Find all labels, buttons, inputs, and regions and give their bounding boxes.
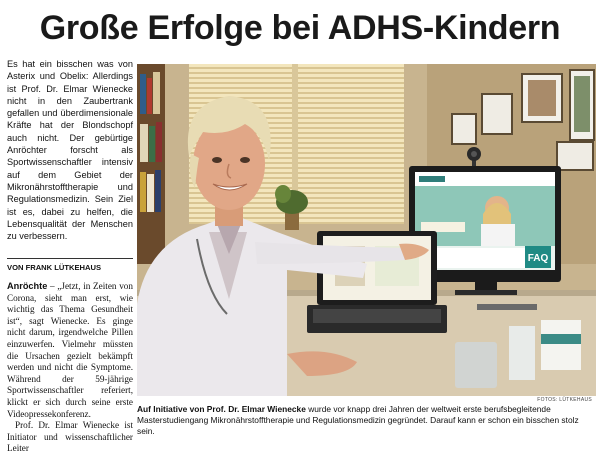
- photo-caption: [137, 404, 596, 437]
- intro-paragraph: Es hat ein bisschen was von Asterix und Obelix: Allerdings ist Prof. Dr. Elmar Wienecke nicht in den Zaubertrank gefallen und überdimensionale Kräfte hat der Blondschopf auch nicht. Der gebürtige Anröchter forscht als Sportwissenschaftler intensiv auf dem Gebiet der Mikronährstofftherapie und Regulationsmedizin. Sein Ziel ist es, dabei zu helfen, die Lebensqualität der Menschen zu verbessern.: [7, 59, 133, 242]
- photo-credit: FOTOS: LÜTKEHAUS: [537, 397, 592, 403]
- article-paragraph: [7, 281, 133, 420]
- article-photo: [137, 64, 596, 396]
- paragraph-text: – „Jetzt, in Zeiten von Corona, sieht man erst, wie wichtig das Thema Gesundheit ist“, sagt Wienecke. Es ginge nicht darum, irgendwelche Pillen einzuwerfen. Vielmehr müssten die Ursachen gezielt bekämpft werden und nicht die Symptome. Während der 59-jährige Sportwissenschaftler referiert, klickt er sich durch seine erste Videopressekonferenz.: [7, 281, 133, 419]
- caption-text: wurde vor knapp drei Jahren der weltweit erste berufsbegleitende Masterstudiengang Mikronährstofftherapie und Regulationsmedizin gegründet. Darauf kann er schon ein bisschen stolz sein.: [137, 404, 579, 436]
- headline: Große Erfolge bei ADHS-Kindern: [39, 9, 561, 47]
- byline: VON FRANK LÜTKEHAUS: [7, 263, 102, 272]
- caption-lead: Auf Initiative von Prof. Dr. Elmar Wienecke: [137, 404, 306, 414]
- byline-divider: [7, 258, 133, 259]
- monitor-faq-badge: FAQ: [527, 253, 549, 264]
- article-paragraph: Prof. Dr. Elmar Wienecke ist Initiator und wissenschaftlicher Leiter: [7, 420, 133, 454]
- dateline: Anröchte: [7, 281, 48, 291]
- bookshelf: [137, 64, 165, 264]
- article-body: [7, 281, 133, 454]
